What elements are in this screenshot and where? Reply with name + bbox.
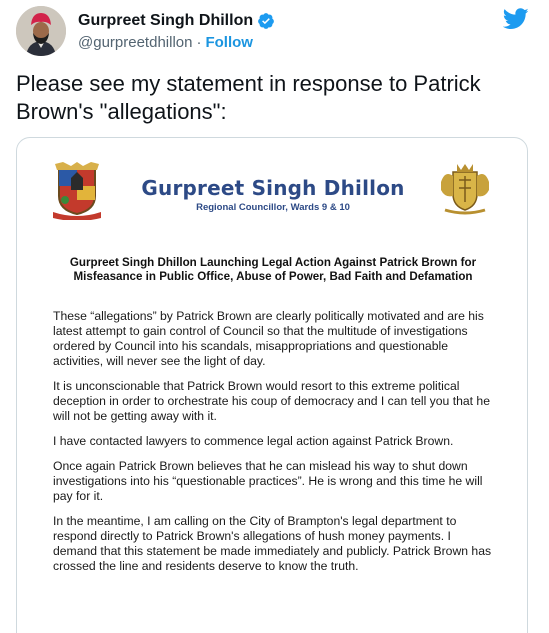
letterhead-title: Regional Councillor, Wards 9 & 10 <box>196 202 350 213</box>
author-handle-row <box>78 34 253 51</box>
statement-paragraph: In the meantime, I am calling on the City of Brampton's legal department to respond directly to Patrick Brown's allegations of hush money payments. I demand that this statement be made immediately and publicly. Patrick Brown has crossed the line and residents deserve to know the truth. <box>53 514 492 573</box>
avatar[interactable] <box>16 6 66 56</box>
letterhead <box>17 138 528 248</box>
author-display-name[interactable]: Gurpreet Singh Dhillon <box>78 12 254 29</box>
statement-body <box>53 309 495 584</box>
coat-of-arms-icon <box>437 162 493 216</box>
tweet-text: Please see my statement in response to Patrick Brown's "allegations": <box>16 71 481 124</box>
letterhead-name: Gurpreet Singh Dhillon <box>141 176 405 200</box>
follow-button[interactable]: Follow <box>205 34 253 51</box>
tweet-header <box>16 6 533 58</box>
twitter-bird-icon[interactable] <box>503 8 529 30</box>
separator-dot: · <box>196 34 202 51</box>
author-handle[interactable]: @gurpreetdhillon <box>78 34 193 51</box>
statement-paragraph: These “allegations” by Patrick Brown are clearly politically motivated and are his latest attempt to gain control of Council so that the multitude of investigations ordered by Council into his scandals, misappropriations and questionable activities, will never see the light of day. <box>53 309 484 368</box>
statement-paragraph: I have contacted lawyers to commence legal action against Patrick Brown. <box>53 434 454 448</box>
statement-image[interactable] <box>16 137 528 633</box>
statement-headline: Gurpreet Singh Dhillon Launching Legal Action Against Patrick Brown for Misfeasance in Public Office, Abuse of Power, Bad Faith and Defamation <box>69 256 477 283</box>
author-name-row <box>78 12 275 30</box>
statement-paragraph: Once again Patrick Brown believes that he can mislead his way to shut down investigations into his “questionable practices”. He is wrong and this time he will pay for it. <box>53 459 483 503</box>
verified-badge-icon <box>257 12 275 30</box>
statement-paragraph: It is unconscionable that Patrick Brown would resort to this extreme political deception in order to orchestrate his coup of democracy and I can tell you that he will not be getting away with it. <box>53 379 490 423</box>
